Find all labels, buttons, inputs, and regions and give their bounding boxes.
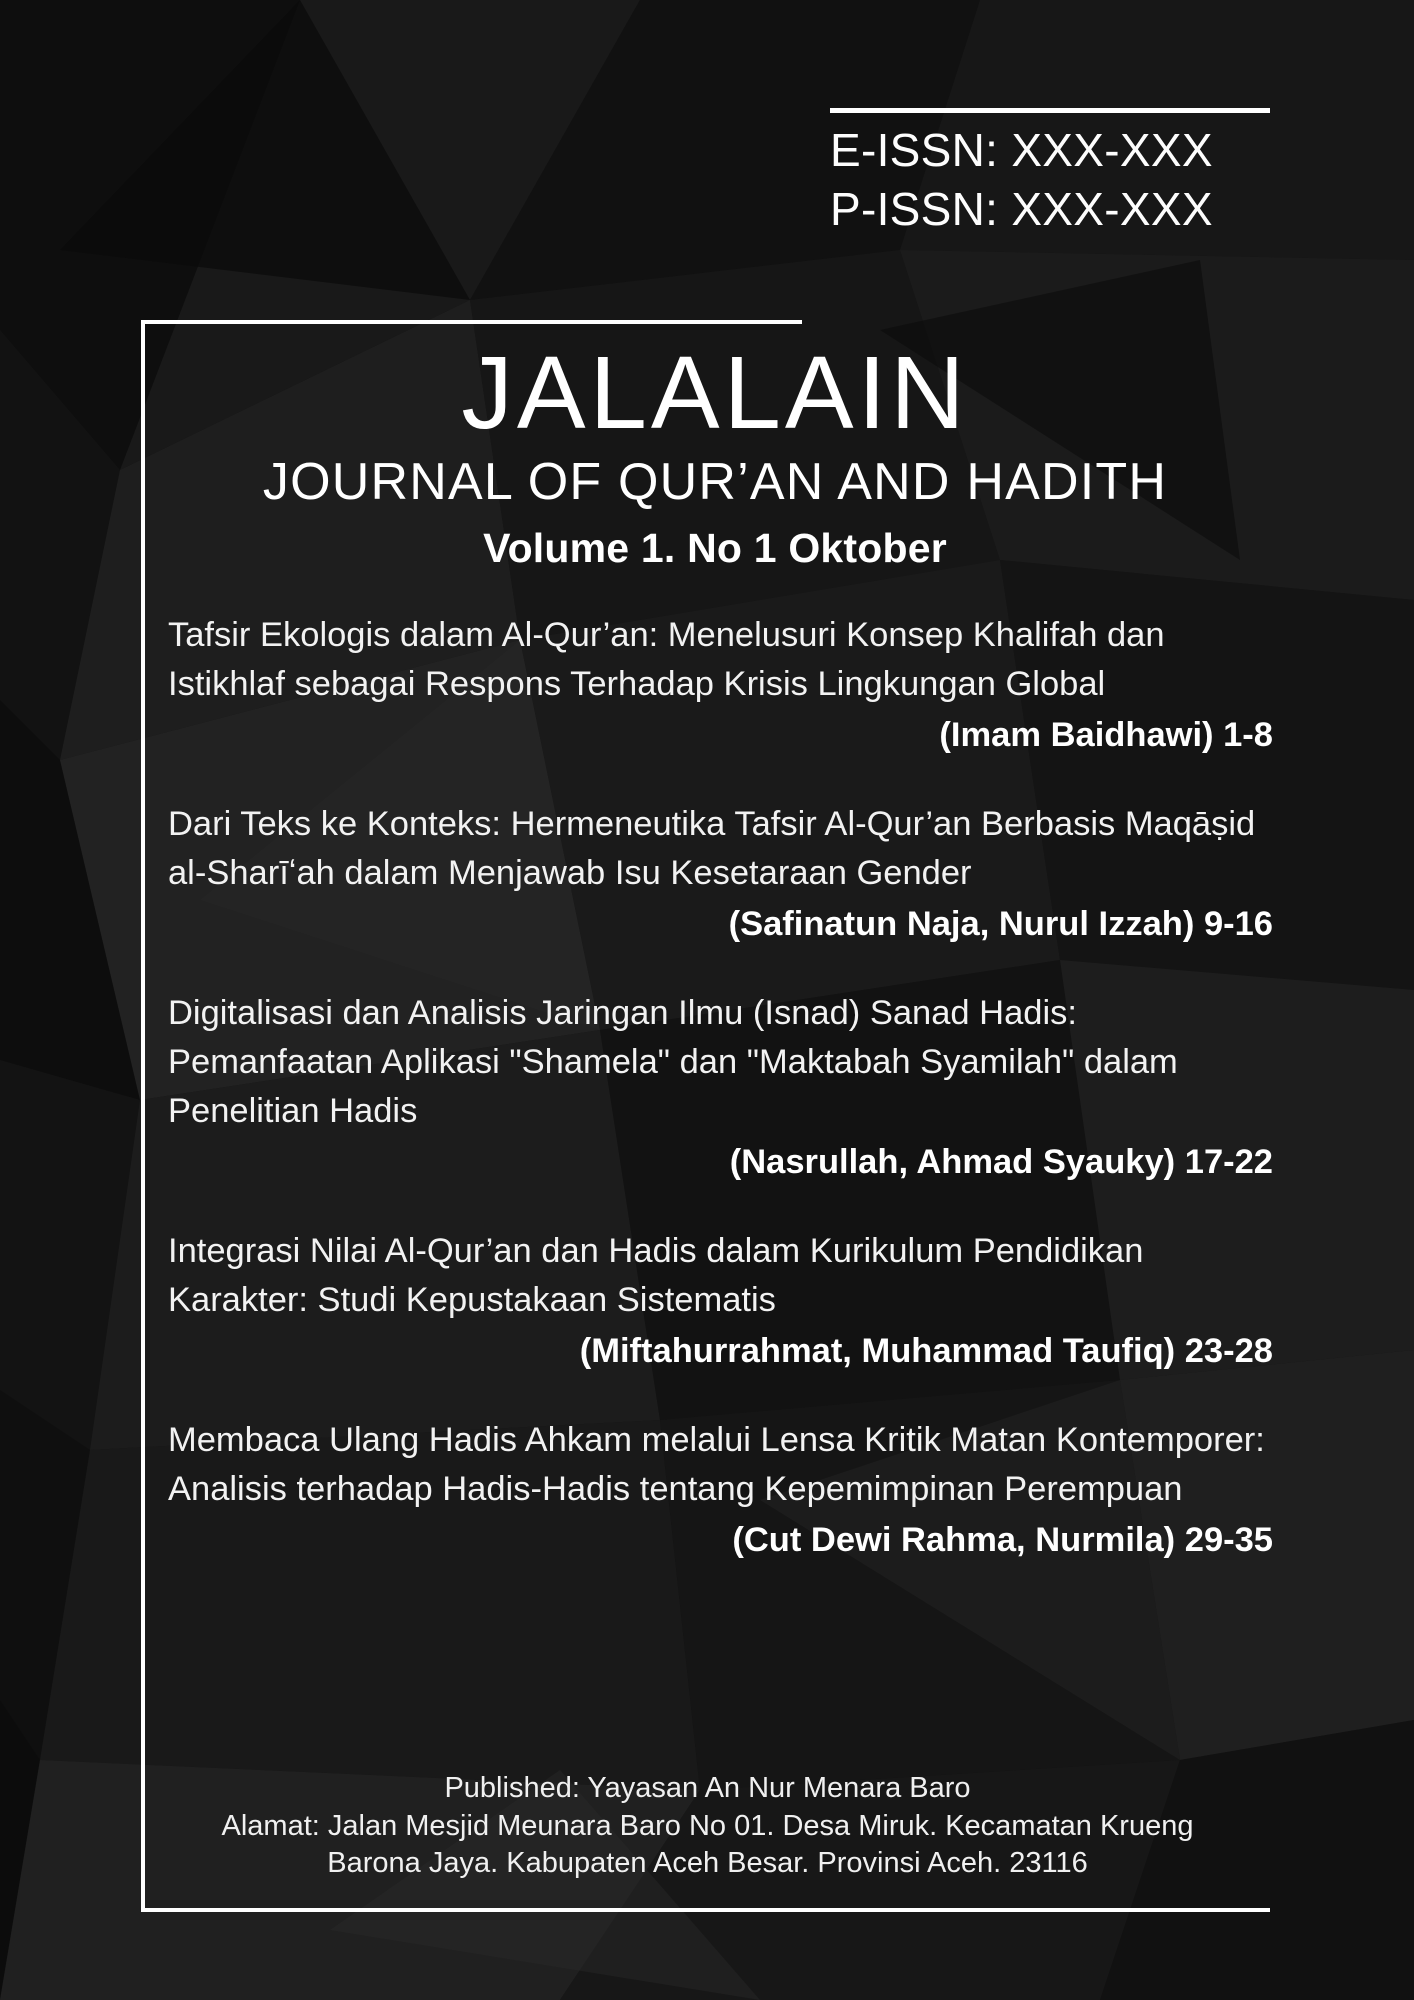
article-byline: (Nasrullah, Ahmad Syauky) 17-22	[729, 1142, 1273, 1181]
article-entry	[168, 1416, 1273, 1565]
publisher-address-line-2: Barona Jaya. Kabupaten Aceh Besar. Provinsi Aceh. 23116	[327, 1847, 1088, 1880]
e-issn-text: E-ISSN: XXX-XXX	[830, 124, 1213, 176]
article-byline: (Imam Baidhawi) 1-8	[939, 715, 1273, 754]
table-of-contents	[168, 611, 1273, 1565]
publisher-footer	[150, 1770, 1265, 1883]
article-byline: (Cut Dewi Rahma, Nurmila) 29-35	[732, 1520, 1273, 1559]
article-title: Digitalisasi dan Analisis Jaringan Ilmu (Isnad) Sanad Hadis: Pemanfaatan Aplikasi "Shamela" dan "Maktabah Syamilah" dalam Penelitian Hadis	[168, 993, 1178, 1130]
article-entry	[168, 800, 1273, 949]
article-title: Membaca Ulang Hadis Ahkam melalui Lensa Kritik Matan Kontemporer: Analisis terhadap Hadis-Hadis tentang Kepemimpinan Perempuan	[168, 1420, 1265, 1508]
p-issn-text: P-ISSN: XXX-XXX	[830, 182, 1213, 235]
article-byline: (Miftahurrahmat, Muhammad Taufiq) 23-28	[579, 1331, 1273, 1370]
frame-border-left	[141, 320, 145, 1912]
article-entry	[168, 1227, 1273, 1376]
frame-border-top	[141, 320, 802, 324]
article-title: Dari Teks ke Konteks: Hermeneutika Tafsir Al-Qur’an Berbasis Maqāṣid al-Sharīʻah dalam Menjawab Isu Kesetaraan Gender	[168, 804, 1256, 892]
article-title: Tafsir Ekologis dalam Al-Qur’an: Menelusuri Konsep Khalifah dan Istikhlaf sebagai Respons Terhadap Krisis Lingkungan Global	[168, 616, 1165, 703]
journal-subtitle: JOURNAL OF QUR’AN AND HADITH	[262, 453, 1168, 512]
article-byline: (Safinatun Naja, Nurul Izzah) 9-16	[728, 904, 1273, 943]
masthead	[150, 335, 1280, 572]
article-title: Integrasi Nilai Al-Qur’an dan Hadis dalam Kurikulum Pendidikan Karakter: Studi Kepustakaan Sistematis	[168, 1231, 1144, 1319]
article-entry	[168, 611, 1273, 760]
issn-block	[830, 108, 1280, 239]
frame-border-bottom	[141, 1908, 1270, 1912]
journal-volume-issue: Volume 1. No 1 Oktober	[483, 525, 947, 572]
journal-title: JALALAIN	[461, 335, 969, 450]
publisher-name: Published: Yayasan An Nur Menara Baro	[444, 1772, 971, 1804]
issn-rule	[830, 108, 1270, 113]
article-entry	[168, 989, 1273, 1187]
publisher-address-line-1: Alamat: Jalan Mesjid Meunara Baro No 01. Desa Miruk. Kecamatan Krueng	[221, 1809, 1194, 1842]
